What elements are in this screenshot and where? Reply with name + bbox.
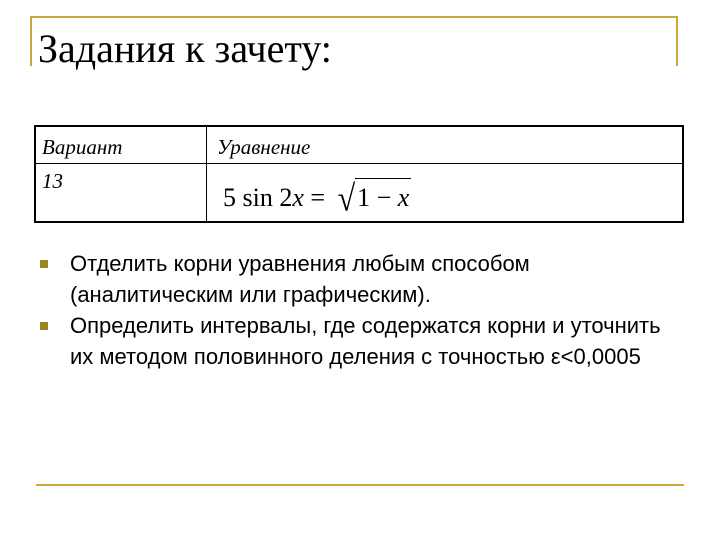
slide-title: Задания к зачету:: [38, 26, 332, 71]
header-variant: Вариант: [42, 135, 123, 159]
equation-cell: [207, 164, 684, 223]
header-equation-cell: [207, 126, 684, 164]
bullet-list: [36, 248, 676, 372]
eq-coef: 5: [223, 183, 236, 212]
square-bullet-icon: [40, 322, 48, 330]
task-table: [34, 125, 684, 223]
sqrt-icon: √: [337, 177, 356, 219]
frame-left-line: [30, 16, 32, 66]
variant-value: 13: [42, 169, 63, 193]
eq-equals: =: [310, 183, 326, 212]
list-item: [36, 310, 676, 372]
bullet-text-2: Определить интервалы, где содержатся корни и уточнить их методом половинного деления с точностью ε<0,0005: [70, 313, 661, 369]
frame-right-line: [676, 16, 678, 66]
table-header-row: [35, 126, 683, 164]
variant-value-cell: [35, 164, 207, 223]
equation-formula: [223, 177, 411, 219]
eq-minus: −: [376, 183, 392, 212]
frame-top-line: [30, 16, 678, 18]
eq-radicand-var: x: [397, 183, 410, 212]
table-row: [35, 164, 683, 223]
eq-arg-var: x: [292, 183, 304, 212]
square-bullet-icon: [40, 260, 48, 268]
header-equation: Уравнение: [217, 135, 311, 159]
sqrt-expression: [337, 177, 412, 219]
frame-bottom-line: [36, 484, 684, 486]
header-variant-cell: [35, 126, 207, 164]
eq-arg-num: 2: [279, 183, 293, 212]
eq-radicand-num: 1: [357, 183, 371, 212]
list-item: [36, 248, 676, 310]
bullet-text-1: Отделить корни уравнения любым способом (аналитическим или графическим).: [70, 251, 530, 307]
sqrt-radicand: [355, 178, 411, 215]
eq-func: sin: [242, 183, 273, 212]
